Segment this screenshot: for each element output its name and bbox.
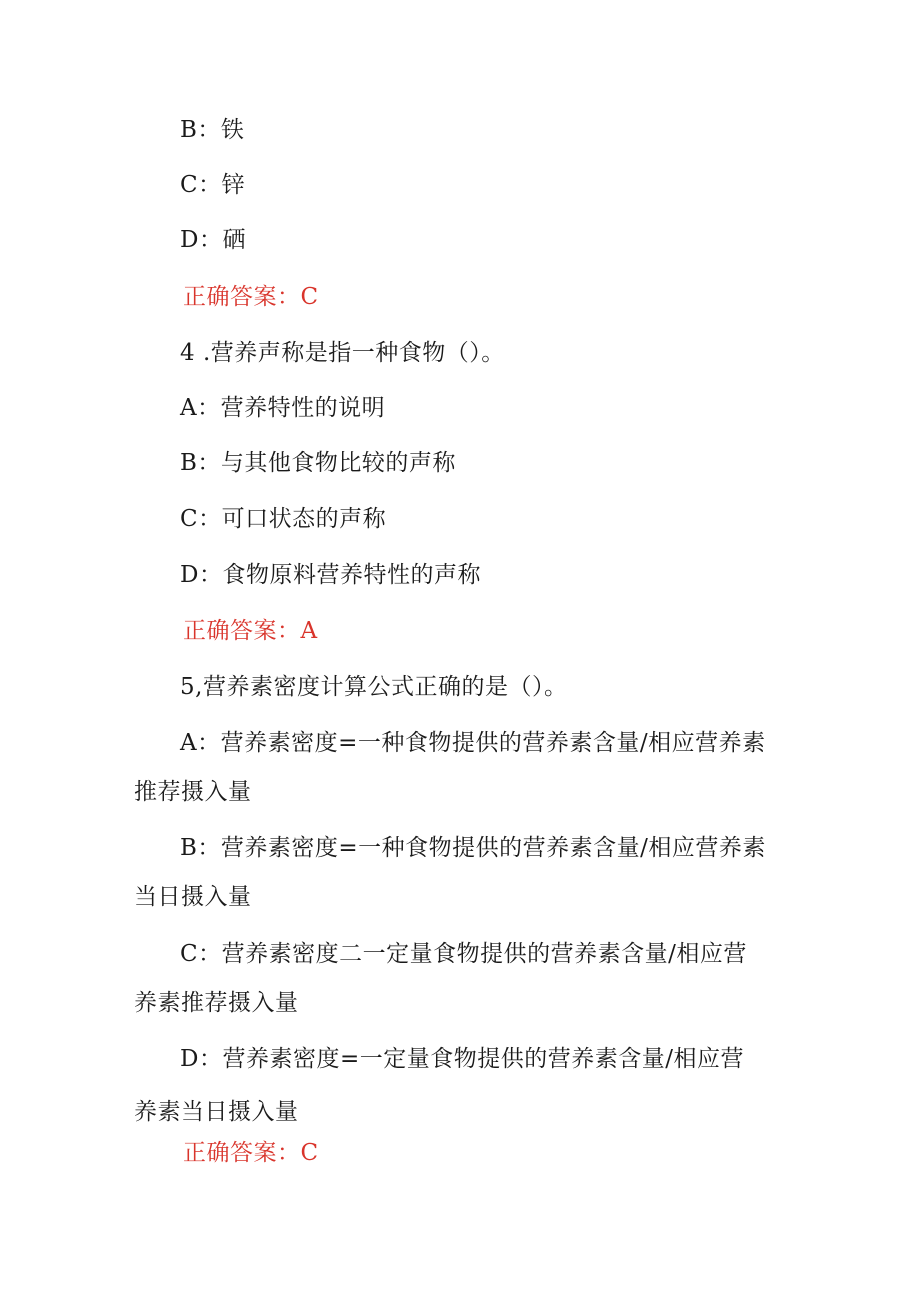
q4-question: 4 .营养声称是指一种食物（）。 — [180, 340, 505, 366]
q4-option-c: C：可口状态的声称 — [180, 506, 387, 532]
q5-option-b-line2: 当日摄入量 — [134, 884, 252, 910]
q3-answer: 正确答案：C — [183, 284, 319, 310]
q4-option-b: B：与其他食物比较的声称 — [180, 450, 456, 476]
q5-answer: 正确答案：C — [183, 1140, 319, 1166]
q5-option-a-line2: 推荐摄入量 — [134, 779, 252, 805]
q3-option-d: D：硒 — [180, 227, 246, 253]
q4-answer: 正确答案：A — [183, 618, 318, 644]
q4-option-a: A：营养特性的说明 — [180, 395, 386, 421]
q4-option-d: D：食物原料营养特性的声称 — [180, 562, 481, 588]
q5-option-b-line1: B：营养素密度=一种食物提供的营养素含量/相应营养素 — [180, 835, 766, 861]
q3-option-b: B：铁 — [180, 117, 245, 143]
q5-option-d-line2: 养素当日摄入量 — [134, 1099, 299, 1125]
q3-option-c: C：锌 — [180, 172, 246, 198]
q5-option-c-line1: C：营养素密度二一定量食物提供的营养素含量/相应营 — [180, 941, 747, 967]
q5-question: 5,营养素密度计算公式正确的是（）。 — [180, 674, 568, 700]
q5-option-c-line2: 养素推荐摄入量 — [134, 990, 299, 1016]
q5-option-a-line1: A：营养素密度=一种食物提供的营养素含量/相应营养素 — [180, 730, 766, 756]
q5-option-d-line1: D：营养素密度=一定量食物提供的营养素含量/相应营 — [180, 1046, 744, 1072]
